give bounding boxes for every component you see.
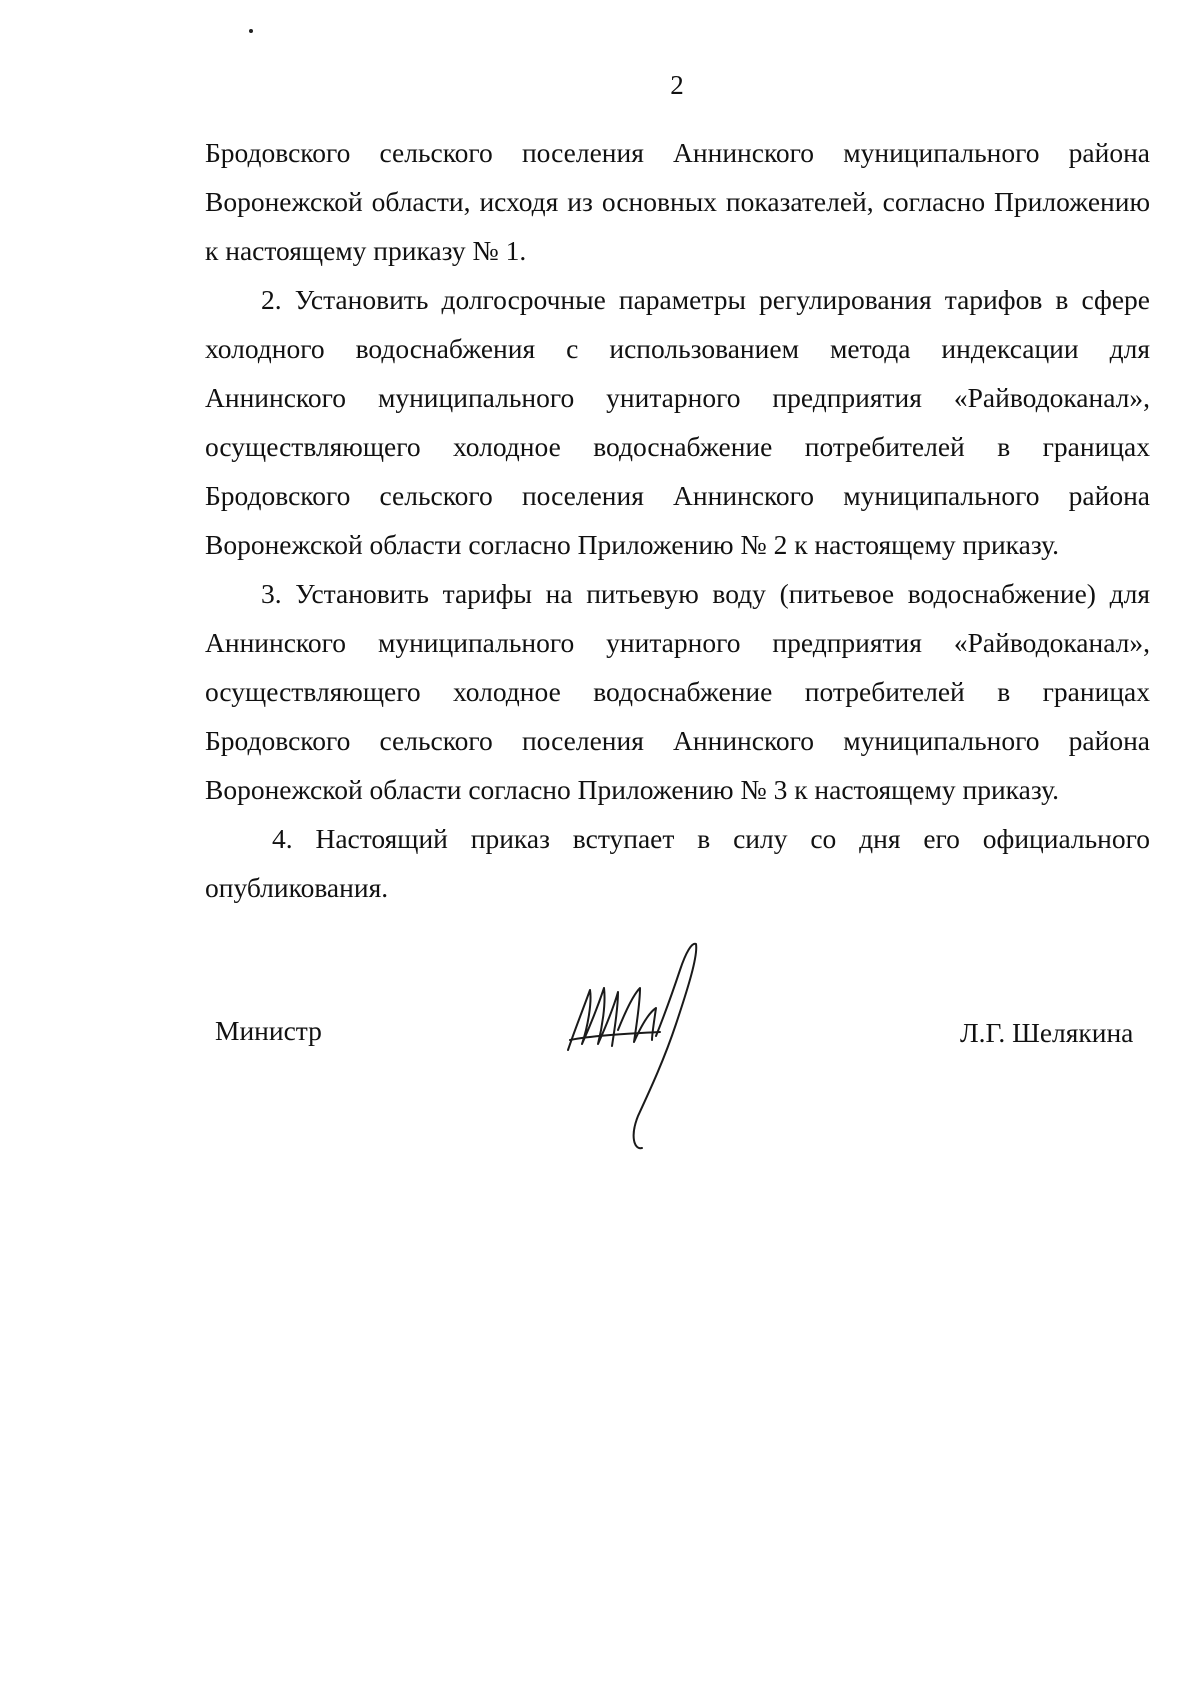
page-number: 2 xyxy=(670,70,684,100)
document-body xyxy=(205,128,1150,912)
paragraph-continuation: Бродовского сельского поселения Аннинского муниципального района Воронежской области, исходя из основных показателей, согласно Приложению к настоящему приказу № 1. xyxy=(205,137,1150,266)
paragraph-item-2: 2. Установить долгосрочные параметры регулирования тарифов в сфере холодного водоснабжения с использованием метода индексации для Аннинского муниципального унитарного предприятия «Райводоканал», осуществляющего холодное водоснабжение потребителей в границах Бродовского сельского поселения Аннинского муниципального района Воронежской области согласно Приложению № 2 к настоящему приказу. xyxy=(205,284,1150,560)
signer-position: Министр xyxy=(215,1015,322,1046)
signer-name: Л.Г. Шелякина xyxy=(960,1017,1134,1048)
paragraph-item-4: 4. Настоящий приказ вступает в силу со дня его официального опубликования. xyxy=(205,823,1150,903)
handwritten-signature xyxy=(560,940,710,1150)
paragraph-item-3: 3. Установить тарифы на питьевую воду (питьевое водоснабжение) для Аннинского муниципального унитарного предприятия «Райводоканал», осуществляющего холодное водоснабжение потребителей в границах Бродовского сельского поселения Аннинского муниципального района Воронежской области согласно Приложению № 3 к настоящему приказу. xyxy=(205,578,1150,805)
scan-artifact-dot xyxy=(249,29,253,33)
